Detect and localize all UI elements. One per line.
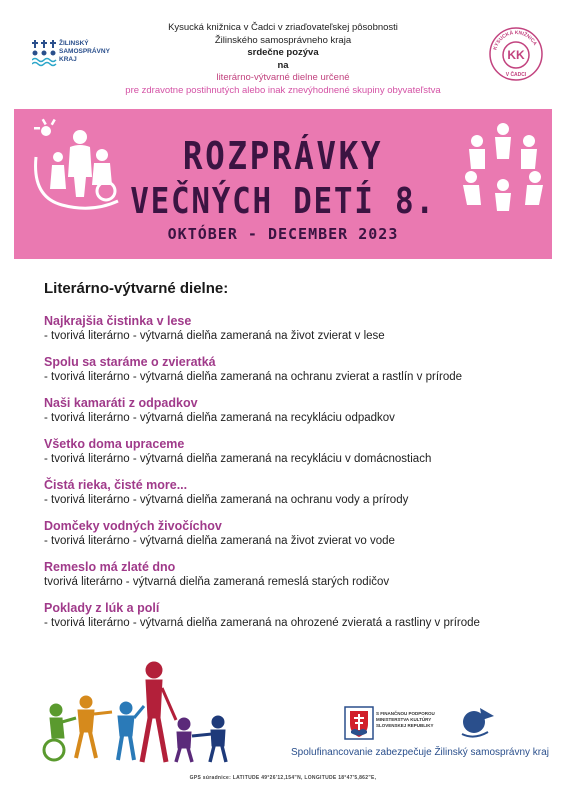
workshop-title: Naši kamaráti z odpadkov [44,396,198,410]
workshop-description: - tvorivá literárno - výtvarná dielňa zameraná na recykláciu odpadkov [44,412,395,424]
workshop-list [44,280,544,641]
ministry-support-text [376,711,435,729]
workshop-title: Čistá rieka, čisté more... [44,478,188,492]
zsk-logo-line-2: SAMOSPRÁVNY [59,48,110,55]
workshop-description: tvorivá literárno - výtvarná dielňa zameraná remeslá starých rodičov [44,576,390,588]
workshop-item [44,354,544,385]
workshop-description: - tvorivá literárno - výtvarná dielňa zameraná na ohrozené zvieratá a rastliny v prírode [44,617,480,629]
zsk-logo-line-1: ŽILINSKÝ [59,40,89,47]
workshop-description: - tvorivá literárno - výtvarná dielňa zameraná na recykláciu v domácnostiach [44,453,432,465]
header-line-1: Kysucká knižnica v Čadci v zriaďovateľskej pôsobnosti [168,22,398,33]
workshop-description: - tvorivá literárno - výtvarná dielňa zameraná na život zvierat vo vode [44,535,395,547]
zsk-emblem-icon [32,38,58,68]
banner-title-line-2: VEČNÝCH DETÍ 8. [130,181,436,222]
workshop-description: - tvorivá literárno - výtvarná dielňa zameraná na ochranu vody a prírody [44,494,409,506]
library-ring-text: KYSUCKÁ KNIŽNICA [492,29,538,51]
financing-logos [344,706,544,740]
library-logo [488,26,544,82]
workshop-title: Remeslo má zlaté dno [44,560,176,574]
section-title: Literárno-výtvarné dielne: [44,280,229,297]
workshop-item [44,313,544,344]
header-line-5: literárno-výtvarné dielne určené [216,72,350,83]
library-mark-text: KK [507,48,525,62]
header-line-3: srdečne pozýva [247,47,319,58]
slovak-coat-of-arms-icon [344,706,374,740]
header-line-2: Žilinského samosprávneho kraja [214,34,352,46]
library-seal-icon [488,26,544,82]
workshop-title: Poklady z lúk a polí [44,601,160,615]
library-town-text: V ČADCI [505,72,527,78]
ministry-line-1: S FINANČNOU PODPOROU [376,711,435,716]
zsk-logo [32,38,112,72]
ministry-logo-icon [458,706,498,740]
workshop-description: - tvorivá literárno - výtvarná dielňa zameraná na ochranu zvierat a rastlín v prírode [44,371,463,383]
banner-title-line-1: ROZPRÁVKY [182,134,384,178]
workshop-title: Najkrajšia čistinka v lese [44,314,192,328]
gps-coordinates: GPS súradnice: LATITUDE 49°26'12,154"N, LONGITUDE 18°47'5,862"E, [189,775,377,781]
workshop-item [44,600,544,631]
header-line-6: pre zdravotne postihnutých alebo inak znevýhodnené skupiny obyvateľstva [125,84,441,96]
workshop-title: Domčeky vodných živočíchov [44,519,222,533]
cofinancing-note: Spolufinancovanie zabezpečuje Žilinský samosprávny kraj [291,747,549,758]
workshop-item [44,559,544,590]
workshop-title: Všetko doma upraceme [44,437,185,451]
ministry-line-2: MINISTERSTVA KULTÚRY [376,717,432,722]
workshop-item [44,436,544,467]
colorful-people-illustration [40,660,240,765]
ministry-line-3: SLOVENSKEJ REPUBLIKY [376,723,434,728]
workshop-title: Spolu sa staráme o zvieratká [44,355,216,369]
zsk-logo-text [59,40,110,64]
title-banner [14,109,552,259]
zsk-logo-line-3: KRAJ [59,56,77,63]
header-line-4: na [277,59,289,71]
workshop-item [44,395,544,426]
workshop-item [44,518,544,549]
banner-dates: OKTÓBER - DECEMBER 2023 [167,225,399,243]
workshop-description: - tvorivá literárno - výtvarná dielňa zameraná na život zvierat v lese [44,330,385,342]
workshop-item [44,477,544,508]
